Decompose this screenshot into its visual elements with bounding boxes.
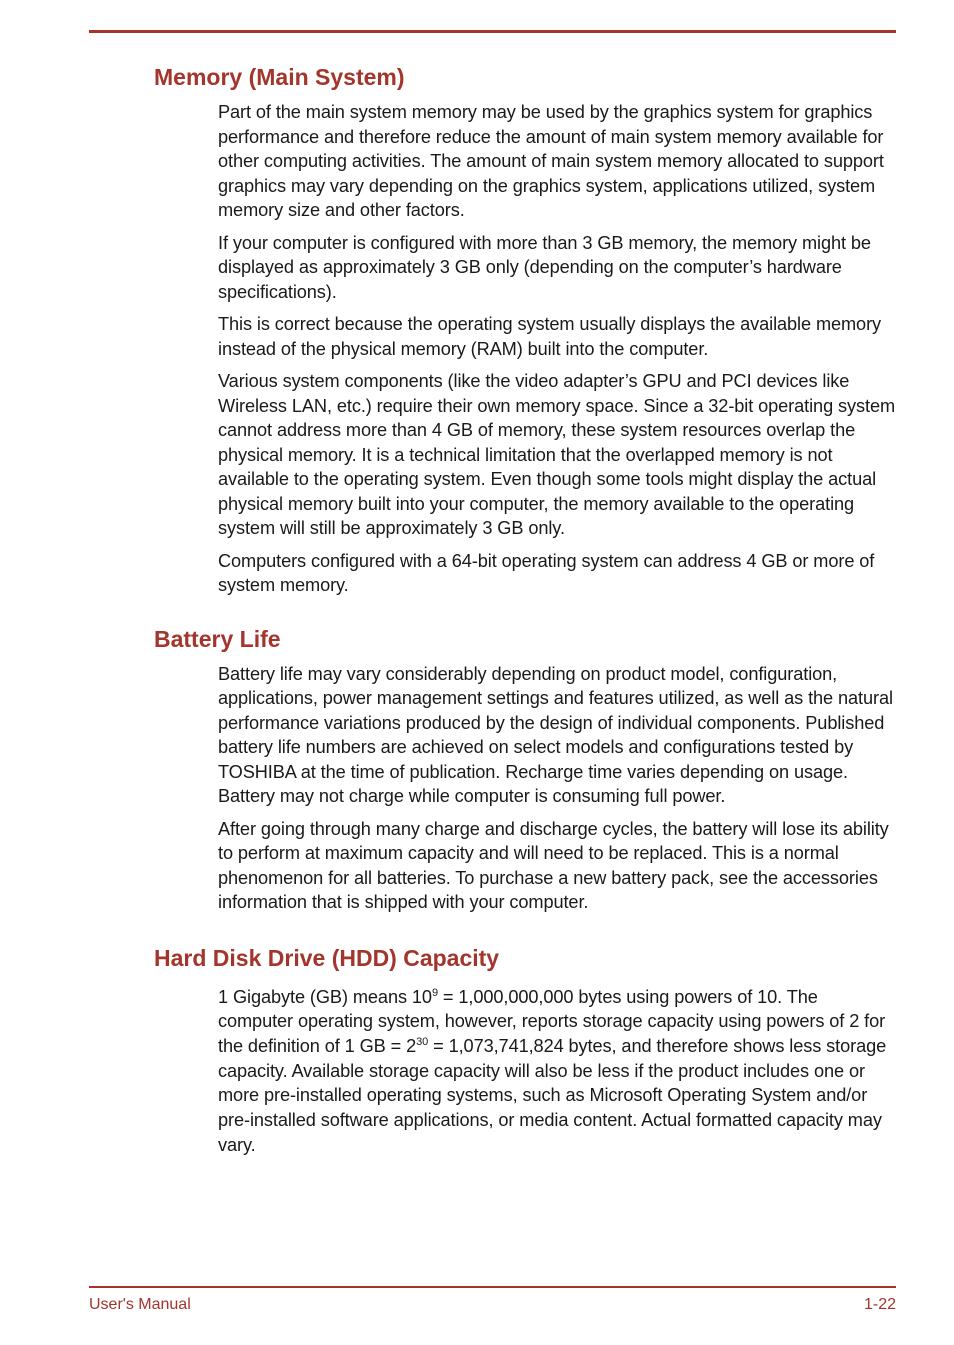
section-heading: Battery Life: [154, 625, 281, 652]
paragraph: Part of the main system memory may be used by the graphics system for graphics performance and therefore reduce the amount of main system memory available for other computing activities. The amount of main system memory allocated to support graphics may vary depending on the graphics system, applications utilized, system memory size and other factors.: [218, 102, 884, 220]
section-heading: Memory (Main System): [154, 64, 405, 90]
paragraph: Battery life may vary considerably depending on product model, configuration, applications, power management settings and features utilized, as well as the natural performance variations produced by the design of individual components. Published battery life numbers are achieved on select models and configurations tested by TOSHIBA at the time of publication. Recharge time varies depending on usage. Battery may not charge while computer is consuming full power.: [218, 663, 893, 806]
superscript-exponent: 9: [431, 986, 438, 999]
header-rule: [89, 30, 896, 33]
section-body: [218, 662, 896, 915]
paragraph: Computers configured with a 64-bit operating system can address 4 GB or more of system memory.: [218, 550, 875, 595]
section-memory-main-system: [0, 58, 954, 598]
section-body: [218, 100, 896, 598]
paragraph: This is correct because the operating system usually displays the available memory instead of the physical memory (RAM) built into the computer.: [218, 314, 882, 359]
page-content: [0, 58, 954, 1165]
paragraph: If your computer is configured with more than 3 GB memory, the memory might be displayed as approximately 3 GB only (depending on the computer’s hardware specifications).: [218, 232, 871, 302]
section-heading: Hard Disk Drive (HDD) Capacity: [154, 944, 500, 971]
footer-rule: [89, 1286, 896, 1288]
paragraph: [218, 985, 896, 1158]
footer-manual-title: User's Manual: [89, 1296, 191, 1313]
section-battery-life: [0, 620, 954, 915]
footer-page-number: 1-22: [863, 1296, 896, 1313]
superscript-exponent: 30: [416, 1035, 429, 1048]
text-run: = 1,000,000,000 bytes using powers of 10. The computer operating system, however, reports storage capacity using powers of 2 for the definition of 1 GB = 2: [218, 986, 886, 1056]
text-run: 1 Gigabyte (GB) means 10: [218, 986, 432, 1007]
paragraph: After going through many charge and discharge cycles, the battery will lose its ability to perform at maximum capacity and will need to be replaced. This is a normal phenomenon for all batteries. To purchase a new battery pack, see the accessories information that is shipped with your computer.: [218, 818, 889, 912]
text-run: = 1,073,741,824 bytes, and therefore shows less storage capacity. Available storage capacity will also be less if the product includes one or more pre-installed operating systems, such as Microsoft Operating System and/or pre-installed software applications, or media content. Actual formatted capacity may vary.: [218, 1035, 887, 1155]
paragraph: Various system components (like the video adapter’s GPU and PCI devices like Wireless LAN, etc.) require their own memory space. Since a 32-bit operating system cannot address more than 4 GB of memory, these system resources overlap the physical memory. It is a technical limitation that the overlapped memory is not available to the operating system. Even though some tools might display the actual physical memory built into your computer, the memory available to the operating system will still be approximately 3 GB only.: [218, 371, 896, 538]
section-hdd-capacity: [0, 939, 954, 1158]
section-body: [218, 985, 896, 1158]
